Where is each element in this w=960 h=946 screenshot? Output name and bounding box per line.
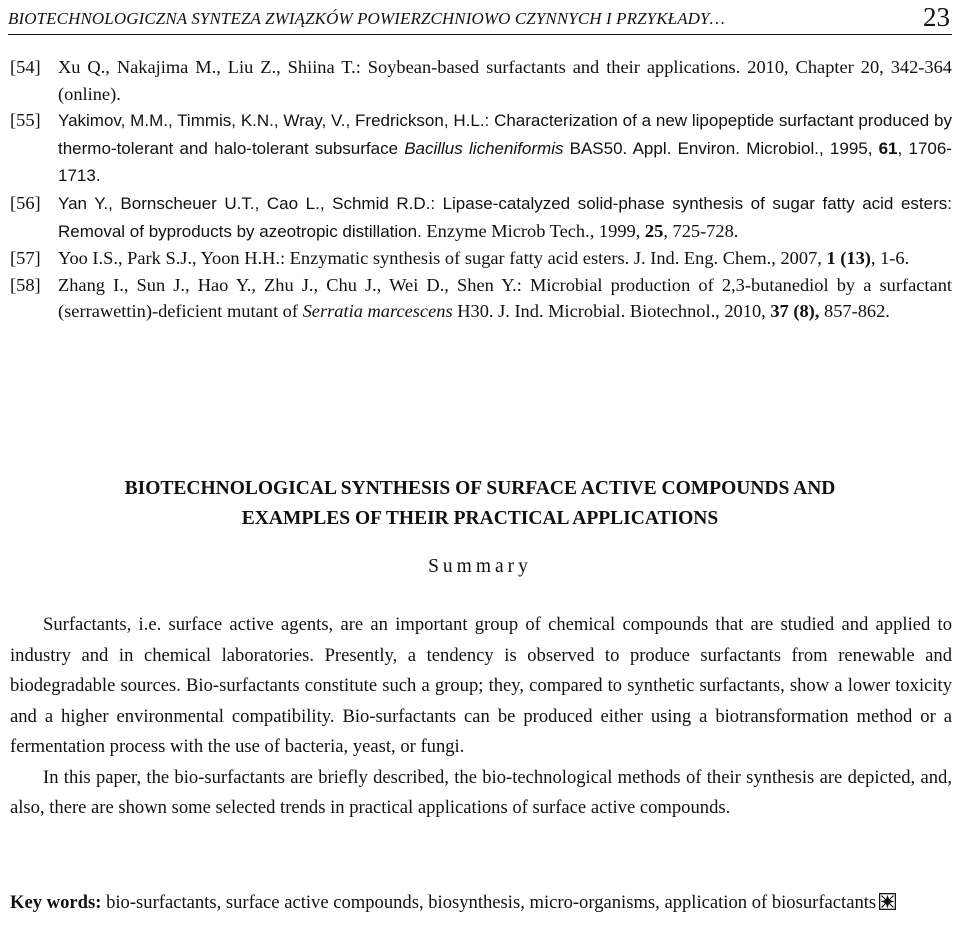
summary-heading: Summary [428,556,532,577]
reference-source: BAS50. Appl. Environ. Microbiol., 1995, [569,138,873,158]
reference-number: [57] [10,248,41,269]
english-title [0,474,960,534]
reference-volume: 25 [644,220,664,241]
reference-text [10,245,952,272]
reference-pages: , 725-728. [663,220,739,241]
keywords [10,888,952,917]
species-name: Bacillus licheniformis [404,138,564,158]
reference-item [10,190,952,245]
running-title: BIOTECHNOLOGICZNA SYNTEZA ZWIĄZKÓW POWIERZCHNIOWO CZYNNYCH I PRZYKŁADY… [8,9,725,28]
summary-text [10,610,952,824]
english-title-line: BIOTECHNOLOGICAL SYNTHESIS OF SURFACE ACTIVE COMPOUNDS AND [124,478,836,499]
reference-pages: , 1706-1713. [58,138,952,186]
reference-item [10,107,952,190]
reference-lead: Yakimov, M.M., Timmis, K.N., Wray, V., Fredrickson, H.L.: Characterization of a new lipopeptide surfactant produced by thermo-tolerant and halo-tolerant subsurface [58,111,952,158]
summary-paragraph: Surfactants, i.e. surface active agents, are an important group of chemical compounds that are studied and applied to industry and in chemical laboratories. Presently, a tendency is observed to produce surfactants from renewable and biodegradable sources. Bio-surfactants constitute such a group; they, compared to synthetic surfactants, show a lower toxicity and a higher environmental compatibility. Bio-surfactants can be produced either using a biotransformation method or a fermentation process with the use of bacteria, yeast, or fungi. [10,614,952,757]
english-title-line: EXAMPLES OF THEIR PRACTICAL APPLICATIONS [241,508,719,529]
reference-number: [58] [10,274,41,295]
reference-pages: 857-862. [824,301,890,322]
reference-text [10,272,952,325]
reference-text [10,190,952,245]
species-name: Serratia marcescens [302,301,453,322]
reference-title: Yoo I.S., Park S.J., Yoon H.H.: Enzymatic synthesis of sugar fatty acid esters. J. Ind. Eng. Chem., 2007, [58,248,822,269]
reference-list [10,54,952,325]
running-header [8,4,952,35]
reference-title: Lipase-catalyzed solid-phase synthesis of sugar fatty acid esters: Removal of byproducts by azeotropic distillation. [58,193,952,241]
reference-volume: 61 [878,138,898,158]
reference-journal: H30. J. Ind. Microbial. Biotechnol., 2010, [457,301,766,322]
reference-number: [55] [10,110,41,131]
page-number: 23 [923,2,950,32]
ornament-icon [879,893,896,910]
reference-number: [56] [10,192,41,213]
reference-item [10,245,952,272]
reference-pages: , 1-6. [870,248,910,269]
reference-item [10,272,952,325]
keywords-text: bio-surfactants, surface active compounds, biosynthesis, micro-organisms, application of biosurfactants [106,892,877,913]
reference-volume: 1 (13) [826,248,871,269]
reference-item [10,54,952,107]
reference-authors: Yan Y., Bornscheuer U.T., Cao L., Schmid R.D.: [58,193,436,213]
summary-paragraph: In this paper, the bio-surfactants are briefly described, the bio-technological methods of their synthesis are depicted, and, also, there are shown some selected trends in practical applications of surface active compounds. [10,766,952,818]
reference-number: [54] [10,57,41,77]
reference-text: Xu Q., Nakajima M., Liu Z., Shiina T.: Soybean-based surfactants and their applications. 2010, Chapter 20, 342-364 (online). [58,57,952,104]
keywords-label: Key words: [10,892,102,913]
reference-volume: 37 (8), [770,301,820,322]
reference-journal: Enzyme Microb Tech., 1999, [426,220,641,241]
reference-title: Zhang I., Sun J., Hao Y., Zhu J., Chu J., Wei D., Shen Y.: Microbial production of 2,3-butanediol by a surfactant (serrawettin)-deficient mutant of [58,274,952,322]
reference-text [10,107,952,190]
